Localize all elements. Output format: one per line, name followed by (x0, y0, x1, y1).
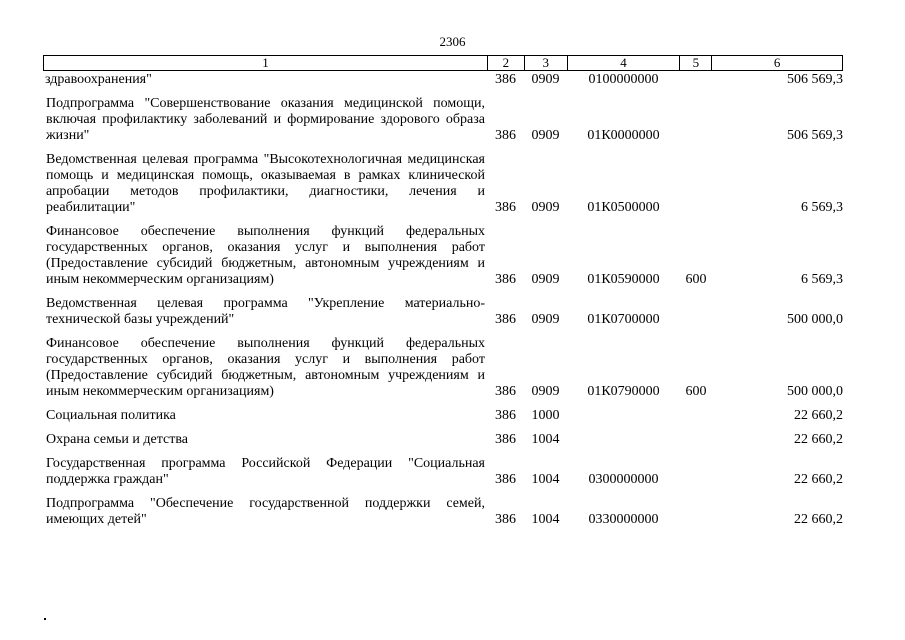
row-ministry-code: 386 (495, 472, 516, 487)
row-section-code: 0909 (531, 200, 560, 215)
row-target-code: 01К0500000 (587, 200, 660, 215)
header-col-1: 1 (262, 55, 269, 70)
row-amount: 6 569,3 (801, 272, 843, 287)
row-name: Финансовое обеспечение выполнения функций федеральных государственных органов, оказания услуг и выполнения работ (Предоставление субсидий бюджетным, автономным учреждениям и иным некоммерческим организациям) (46, 224, 485, 287)
row-name: Ведомственная целевая программа "Высокотехнологичная медицинская помощь и медицинская помощь, оказываемая в рамках клинической апробации методов профилактики, диагностики, лечения и реабилитации" (46, 152, 485, 215)
row-name: Подпрограмма "Обеспечение государственной поддержки семей, имеющих детей" (46, 496, 485, 527)
page-number: 2306 (439, 34, 466, 49)
row-amount: 22 660,2 (794, 472, 843, 487)
row-target-code: 01К0000000 (587, 128, 660, 143)
row-target-code: 0300000000 (588, 472, 659, 487)
row-name: Государственная программа Российской Федерации "Социальная поддержка граждан" (46, 456, 485, 487)
row-amount: 506 569,3 (787, 72, 843, 87)
table-row (43, 72, 843, 88)
row-target-code: 0330000000 (588, 512, 659, 527)
row-amount: 22 660,2 (794, 408, 843, 423)
row-amount: 506 569,3 (787, 128, 843, 143)
header-col-6: 6 (711, 56, 842, 70)
row-ministry-code: 386 (495, 272, 516, 287)
row-ministry-code: 386 (495, 72, 516, 87)
row-section-code: 1004 (531, 512, 560, 527)
row-amount: 22 660,2 (794, 512, 843, 527)
header-col-4: 4 (567, 56, 680, 70)
header-col-3: 3 (524, 56, 567, 70)
row-ministry-code: 386 (495, 384, 516, 399)
row-amount: 22 660,2 (794, 432, 843, 447)
row-section-code: 0909 (531, 312, 560, 327)
row-section-code: 1000 (531, 408, 560, 423)
row-target-code: 01К0790000 (587, 384, 660, 399)
table-body (43, 72, 843, 528)
row-ministry-code: 386 (495, 432, 516, 447)
row-name: Ведомственная целевая программа "Укрепление материально-технической базы учреждений" (46, 296, 485, 327)
row-amount: 6 569,3 (801, 200, 843, 215)
header-col-5: 5 (679, 56, 711, 70)
row-amount: 500 000,0 (787, 384, 843, 399)
row-section-code: 0909 (531, 384, 560, 399)
header-col-2: 2 (487, 56, 524, 70)
row-ministry-code: 386 (495, 512, 516, 527)
row-section-code: 1004 (531, 472, 560, 487)
row-ministry-code: 386 (495, 200, 516, 215)
row-name: Охрана семьи и детства (46, 432, 188, 447)
row-section-code: 0909 (531, 128, 560, 143)
row-section-code: 0909 (531, 72, 560, 87)
table-row (43, 296, 843, 328)
table-header (43, 55, 843, 71)
row-target-code: 0100000000 (588, 72, 659, 87)
row-name: Финансовое обеспечение выполнения функций федеральных государственных органов, оказания услуг и выполнения работ (Предоставление субсидий бюджетным, автономным учреждениям и иным некоммерческим организациям) (46, 336, 485, 399)
table-row (43, 456, 843, 488)
table-row (43, 432, 843, 448)
row-name: Подпрограмма "Совершенствование оказания медицинской помощи, включая профилактику заболеваний и формирование здорового образа жизни" (46, 96, 485, 143)
row-expense-type: 600 (685, 384, 707, 399)
row-section-code: 0909 (531, 272, 560, 287)
table-row (43, 496, 843, 528)
table-row (43, 408, 843, 424)
row-ministry-code: 386 (495, 312, 516, 327)
row-ministry-code: 386 (495, 408, 516, 423)
row-target-code: 01К0700000 (587, 312, 660, 327)
table-row (43, 336, 843, 400)
row-section-code: 1004 (531, 432, 560, 447)
row-name: здравоохранения" (45, 72, 152, 87)
row-name: Социальная политика (46, 408, 176, 423)
scan-speck (44, 618, 46, 620)
row-ministry-code: 386 (495, 128, 516, 143)
row-expense-type: 600 (685, 272, 707, 287)
table-row (43, 152, 843, 216)
row-amount: 500 000,0 (787, 312, 843, 327)
row-target-code: 01К0590000 (587, 272, 660, 287)
table-row (43, 96, 843, 144)
table-row (43, 224, 843, 288)
